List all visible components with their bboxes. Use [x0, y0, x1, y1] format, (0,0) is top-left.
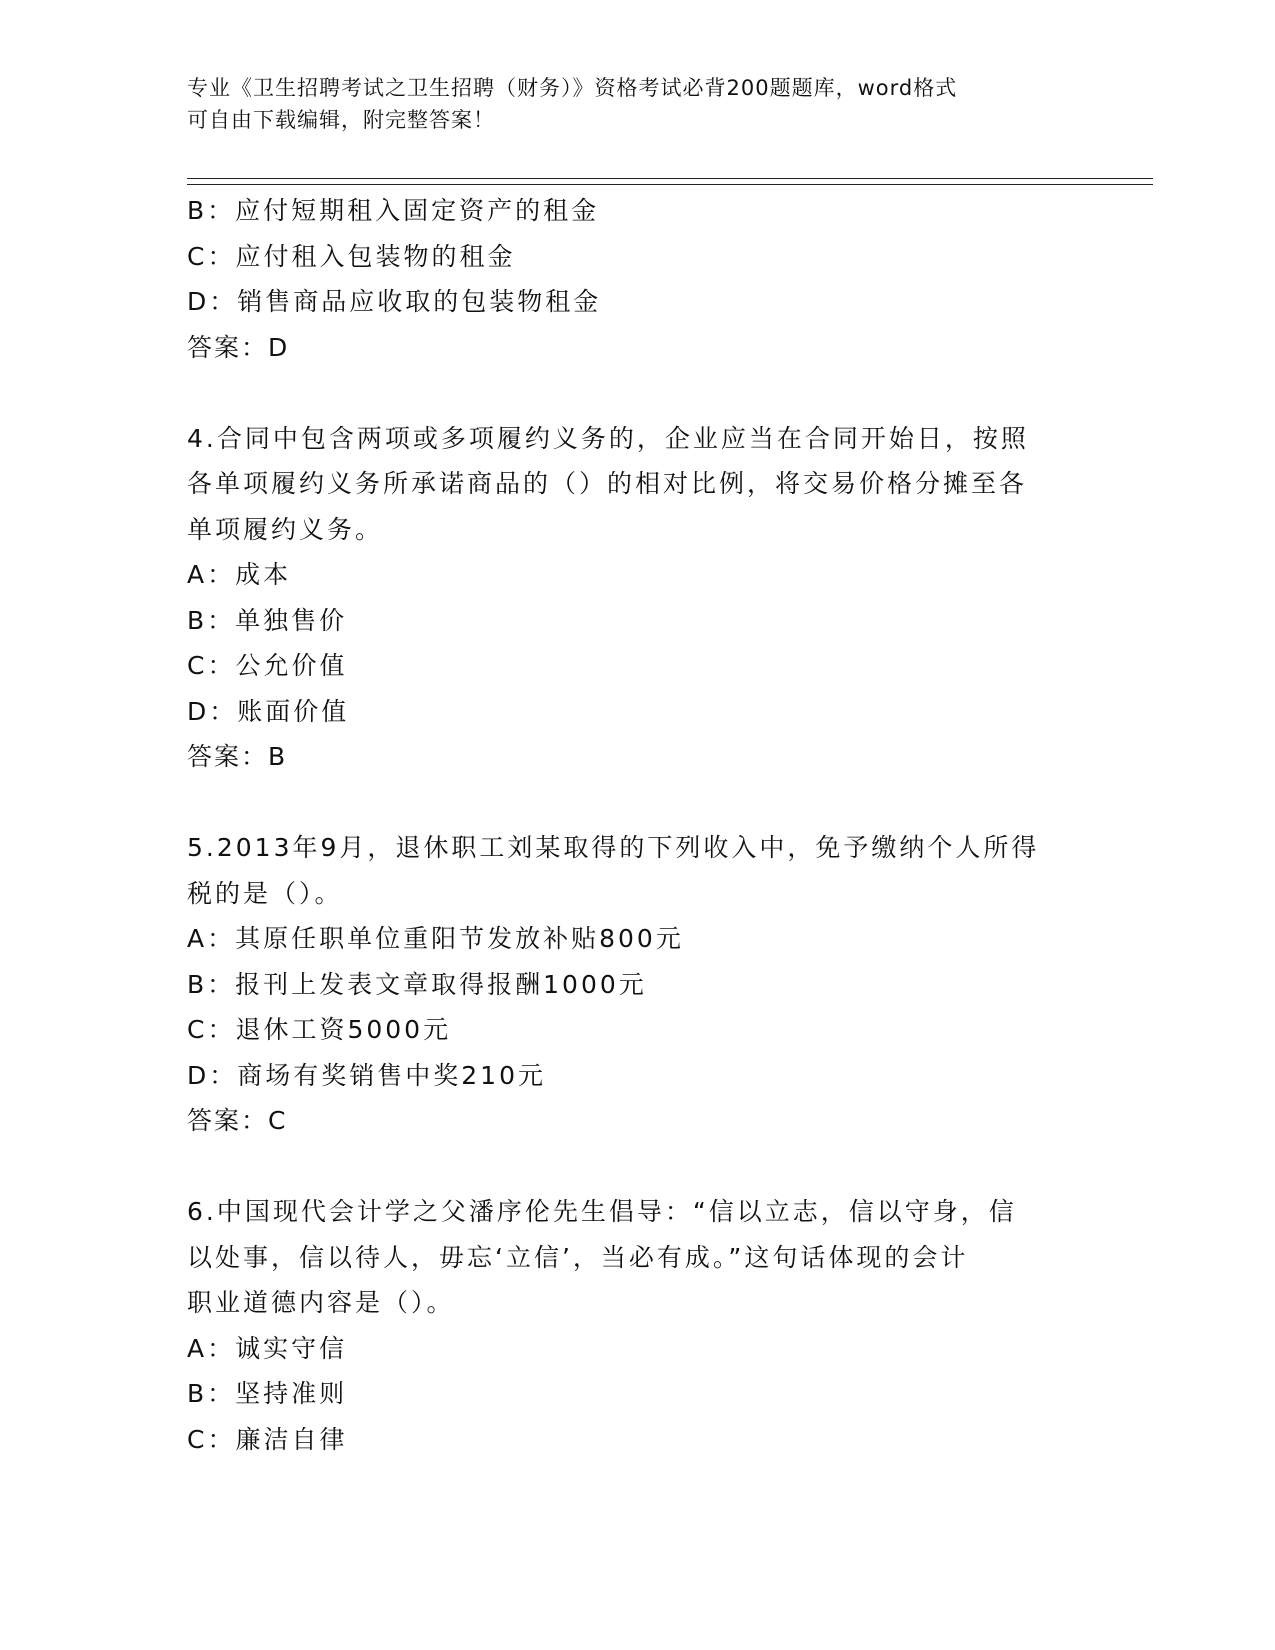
header-line-1: 专业《卫生招聘考试之卫生招聘（财务）》资格考试必背200题题库，word格式	[187, 76, 958, 100]
question-text-line: 单项履约义务。	[187, 514, 384, 544]
option-d: D：销售商品应收取的包装物租金	[187, 287, 602, 316]
question-4	[187, 416, 1087, 780]
answer: 答案：B	[187, 742, 288, 771]
question-text-line: 各单项履约义务所承诺商品的（）的相对比例，将交易价格分摊至各	[187, 469, 1028, 498]
answer: 答案：D	[187, 332, 290, 362]
document-header	[187, 72, 1087, 136]
option-c: C：退休工资5000元	[187, 1015, 452, 1044]
option-c: C：廉洁自律	[187, 1424, 348, 1454]
question-text-line: 6.中国现代会计学之父潘序伦先生倡导：“信以立志，信以守身，信	[187, 1197, 1017, 1226]
header-divider	[187, 178, 1153, 185]
option-b: B：应付短期租入固定资产的租金	[187, 196, 600, 225]
document-body	[187, 188, 1087, 1462]
question-3-continued	[187, 188, 1087, 370]
question-text-line: 5.2013年9月，退休职工刘某取得的下列收入中，免予缴纳个人所得	[187, 833, 1040, 862]
option-d: D：商场有奖销售中奖210元	[187, 1060, 546, 1090]
question-text-line: 以处事，信以待人，毋忘‘立信’，当必有成。”这句话体现的会计	[187, 1242, 969, 1272]
option-d: D：账面价值	[187, 696, 350, 726]
option-a: A：其原任职单位重阳节发放补贴800元	[187, 924, 684, 953]
question-5	[187, 825, 1087, 1144]
question-text-line: 职业道德内容是（）。	[187, 1288, 455, 1317]
option-c: C：公允价值	[187, 651, 348, 680]
option-b: B：报刊上发表文章取得报酬1000元	[187, 969, 647, 999]
option-c: C：应付租入包装物的租金	[187, 241, 516, 271]
question-text-line: 税的是（）。	[187, 878, 343, 908]
header-line-2: 可自由下载编辑，附完整答案！	[187, 108, 495, 132]
option-b: B：坚持准则	[187, 1379, 348, 1408]
option-a: A：诚实守信	[187, 1333, 348, 1363]
option-b: B：单独售价	[187, 605, 348, 635]
option-a: A：成本	[187, 560, 292, 589]
question-6	[187, 1189, 1087, 1462]
answer: 答案：C	[187, 1106, 288, 1135]
question-text-line: 4.合同中包含两项或多项履约义务的，企业应当在合同开始日，按照	[187, 423, 1029, 453]
